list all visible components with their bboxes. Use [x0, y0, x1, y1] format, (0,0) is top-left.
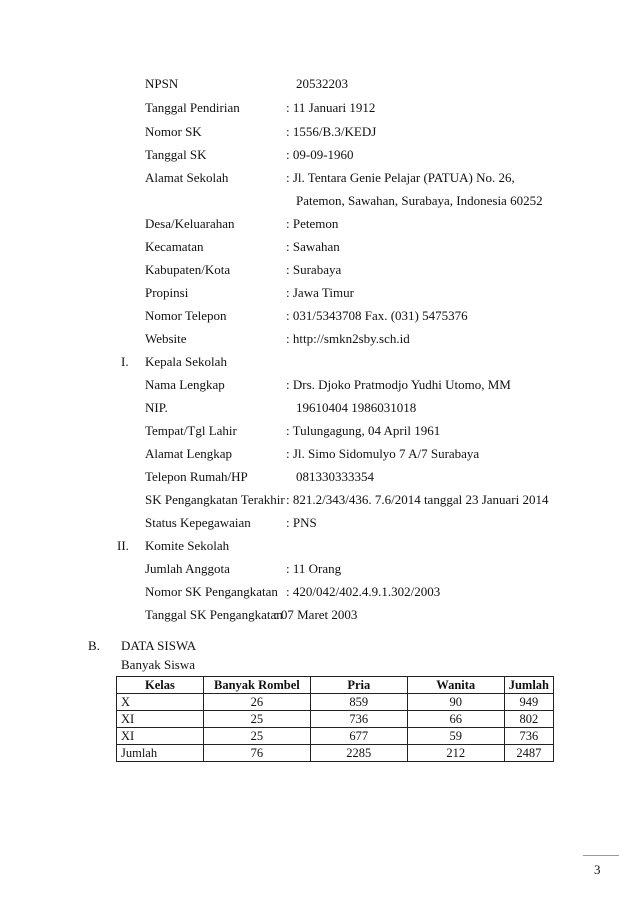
section-numeral: II. [117, 538, 129, 553]
table-header-row [117, 677, 554, 694]
table-cell: 26 [203, 694, 310, 711]
field-label: Alamat Sekolah [145, 170, 229, 185]
table-row [117, 694, 554, 711]
page-number: 3 [594, 862, 601, 877]
field-label: SK Pengangkatan Terakhir [145, 492, 285, 507]
field-label: Tanggal SK [145, 147, 207, 162]
field-label: Alamat Lengkap [145, 446, 232, 461]
field-label: Nomor Telepon [145, 308, 227, 323]
field-label: Website [145, 331, 187, 346]
field-value: : 11 Januari 1912 [286, 100, 376, 115]
field-value: : Drs. Djoko Pratmodjo Yudhi Utomo, MM [286, 377, 511, 392]
field-label: Tempat/Tgl Lahir [145, 423, 237, 438]
field-value: : Jl. Simo Sidomulyo 7 A/7 Surabaya [286, 446, 480, 461]
field-label: Nomor SK [145, 124, 202, 139]
table-cell: X [117, 694, 204, 711]
field-value: : 031/5343708 Fax. (031) 5475376 [286, 308, 468, 323]
table-cell: 25 [203, 728, 310, 745]
field-label: Tanggal SK Pengangkatan [145, 607, 283, 622]
table-row [117, 711, 554, 728]
student-table [116, 676, 554, 762]
field-label: Kecamatan [145, 239, 204, 254]
field-value: : http://smkn2sby.sch.id [286, 331, 410, 346]
table-cell: 76 [203, 745, 310, 762]
table-cell: 802 [504, 711, 553, 728]
field-label: Nomor SK Pengangkatan [145, 584, 278, 599]
field-value: : Jl. Tentara Genie Pelajar (PATUA) No. 26, [286, 170, 515, 185]
table-cell: XI [117, 728, 204, 745]
field-label: Status Kepegawaian [145, 515, 251, 530]
field-label: Kabupaten/Kota [145, 262, 231, 277]
page-number-rule [583, 855, 619, 856]
table-cell: 2285 [310, 745, 407, 762]
section-numeral: I. [121, 354, 129, 369]
field-label: NPSN [145, 76, 179, 91]
table-cell: 212 [407, 745, 504, 762]
field-value: Patemon, Sawahan, Surabaya, Indonesia 60252 [296, 193, 543, 208]
field-value: : 09-09-1960 [286, 147, 354, 162]
field-label: Jumlah Anggota [145, 561, 230, 576]
table-cell: 25 [203, 711, 310, 728]
table-cell: 90 [407, 694, 504, 711]
field-value: : Jawa Timur [286, 285, 354, 300]
field-label: Propinsi [145, 285, 189, 300]
column-header: Wanita [407, 677, 504, 694]
field-value: : PNS [286, 515, 317, 530]
field-label: NIP. [145, 400, 168, 415]
table-total-row [117, 745, 554, 762]
field-value: : 07 Maret 2003 [274, 607, 358, 622]
table-cell: 677 [310, 728, 407, 745]
table-cell: XI [117, 711, 204, 728]
table-cell: 2487 [504, 745, 553, 762]
field-label: Desa/Keluarahan [145, 216, 235, 231]
field-value: : 821.2/343/436. 7.6/2014 tanggal 23 Januari 2014 [286, 492, 549, 507]
field-value: : 420/042/402.4.9.1.302/2003 [286, 584, 441, 599]
column-header: Banyak Rombel [203, 677, 310, 694]
section-letter: B. [88, 638, 100, 653]
section-title: Komite Sekolah [145, 538, 230, 553]
table-cell: Jumlah [117, 745, 204, 762]
field-value: : Sawahan [286, 239, 340, 254]
column-header: Jumlah [504, 677, 553, 694]
subtitle-text: Banyak Siswa [121, 657, 196, 672]
table-cell: 59 [407, 728, 504, 745]
table-cell: 736 [310, 711, 407, 728]
field-value: : 1556/B.3/KEDJ [286, 124, 377, 139]
field-label: Nama Lengkap [145, 377, 225, 392]
table-cell: 859 [310, 694, 407, 711]
field-value: 19610404 1986031018 [296, 400, 417, 415]
field-value: 081330333354 [296, 469, 374, 484]
section-title: Kepala Sekolah [145, 354, 227, 369]
section-title: DATA SISWA [121, 638, 197, 653]
field-label: Tanggal Pendirian [145, 100, 240, 115]
column-header: Pria [310, 677, 407, 694]
field-value: : 11 Orang [286, 561, 342, 576]
field-value: 20532203 [296, 76, 348, 91]
table-cell: 949 [504, 694, 553, 711]
field-value: : Petemon [286, 216, 339, 231]
field-label: Telepon Rumah/HP [145, 469, 248, 484]
table-row [117, 728, 554, 745]
table-cell: 736 [504, 728, 553, 745]
field-value: : Tulungagung, 04 April 1961 [286, 423, 441, 438]
field-value: : Surabaya [286, 262, 342, 277]
column-header: Kelas [117, 677, 204, 694]
table-cell: 66 [407, 711, 504, 728]
